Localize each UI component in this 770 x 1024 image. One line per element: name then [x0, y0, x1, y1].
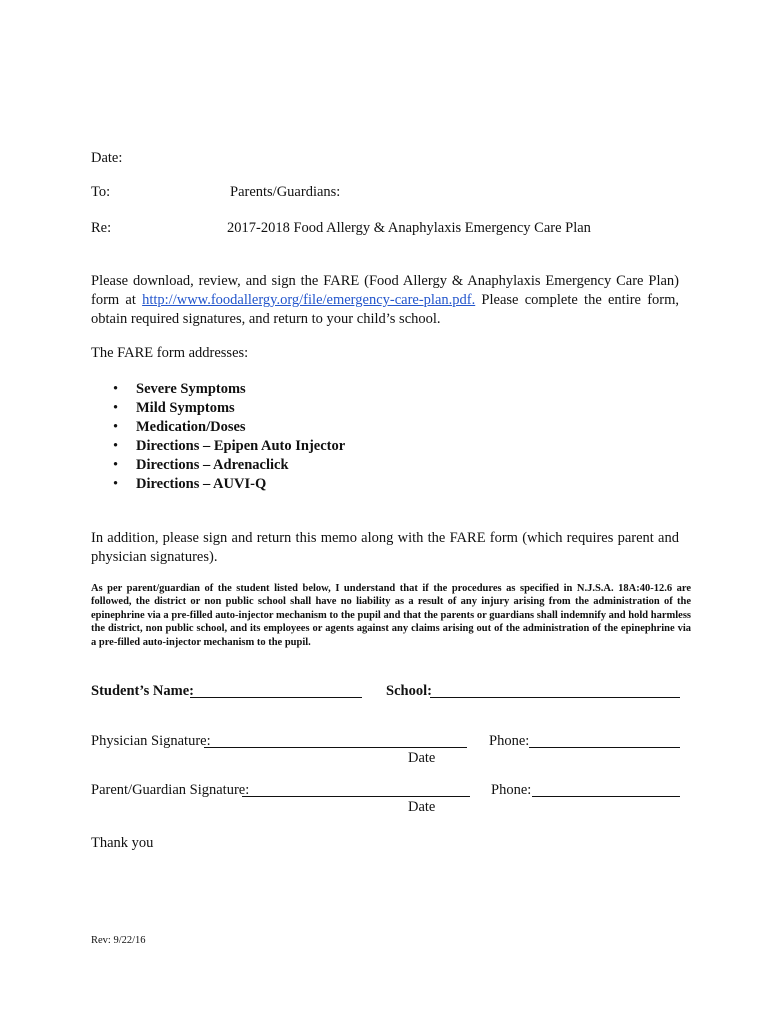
intro-paragraph [91, 272, 679, 329]
list-item: • Severe Symptoms [91, 380, 345, 399]
list-item: • Directions – Adrenaclick [91, 456, 345, 475]
list-item: • Directions – Epipen Auto Injector [91, 437, 345, 456]
list-item: • Medication/Doses [91, 418, 345, 437]
intro-text-before-link: Please download, review, and sign the FARE (Food Allergy & Anaphylaxis Emergency Care Plan) form at [91, 273, 679, 308]
closing-text: Thank you [91, 835, 154, 851]
school-label: School: [386, 683, 432, 699]
parent-date-label: Date [408, 799, 436, 815]
to-value: Parents/Guardians: [230, 184, 341, 200]
physician-phone-label: Phone: [489, 733, 530, 749]
revision-note: Rev: 9/22/16 [91, 935, 146, 946]
re-value: 2017-2018 Food Allergy & Anaphylaxis Emergency Care Plan [227, 220, 591, 236]
parent-phone-field[interactable] [532, 796, 680, 797]
parent-signature-label: Parent/Guardian Signature: [91, 782, 250, 798]
school-field[interactable] [430, 697, 680, 698]
legal-statement: As per parent/guardian of the student listed below, I understand that if the procedures as specified in N.J.S.A. 18A:40-12.6 are followed, the district or non public school shall have no liability as a result of any injury arising from the administration of the epinephrine via a pre-filled auto-injector mechanism to the pupil and that the parents or guardians shall indemnify and hold harmless the district, non public school, and its employees or agents against any claims arising out of the administration of the epinephrine via a pre-filled auto-injector mechanism to the pupil. [91, 583, 691, 648]
re-label: Re: [91, 220, 112, 236]
parent-phone-label: Phone: [491, 782, 532, 798]
parent-signature-field[interactable] [242, 796, 470, 797]
list-item: • Directions – AUVI-Q [91, 475, 345, 494]
addresses-heading: The FARE form addresses: [91, 345, 249, 361]
addition-paragraph: In addition, please sign and return this memo along with the FARE form (which requires parent and physician signatures). [91, 530, 679, 565]
physician-signature-field[interactable] [204, 747, 467, 748]
list-item: • Mild Symptoms [91, 399, 345, 418]
student-name-label: Student’s Name: [91, 683, 194, 699]
physician-phone-field[interactable] [529, 747, 680, 748]
to-label: To: [91, 184, 111, 200]
student-name-field[interactable] [190, 697, 362, 698]
date-label: Date: [91, 150, 123, 166]
physician-date-label: Date [408, 750, 436, 766]
fare-form-link[interactable]: http://www.foodallergy.org/file/emergency-care-plan.pdf. [142, 292, 476, 308]
physician-signature-label: Physician Signature: [91, 733, 211, 749]
addresses-list [91, 380, 345, 494]
intro-text-after-link: Please complete the entire form, obtain required signatures, and return to your child’s school. [91, 292, 680, 327]
